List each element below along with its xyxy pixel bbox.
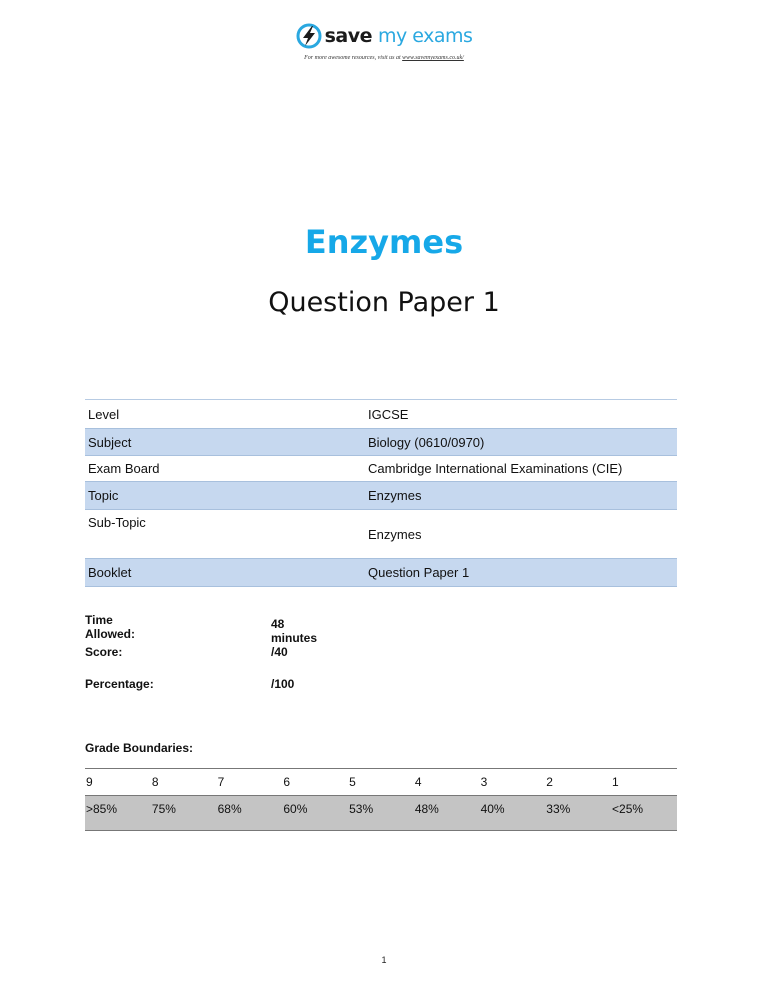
percent-cell: >85% [85, 796, 151, 831]
logo-word-myexams: my exams [377, 25, 473, 47]
time-allowed-label: Time Allowed: [85, 613, 135, 641]
lightning-bolt-circle-icon [296, 23, 322, 49]
document-subtitle: Question Paper 1 [268, 287, 500, 318]
level-label: Level [88, 406, 120, 422]
tagline-text: For more awesome resources, visit us at [304, 55, 403, 61]
subject-value: Biology (0610/0970) [365, 429, 677, 456]
website-link[interactable]: www.savemyexams.co.uk/ [402, 55, 464, 61]
time-allowed-value: 48 minutes [271, 617, 318, 645]
topic-value: Enzymes [365, 482, 677, 510]
grade-cell: 1 [611, 769, 677, 796]
exam-board-label: Exam Board [88, 461, 160, 476]
topic-label: Topic [85, 482, 365, 510]
percent-cell: 75% [151, 796, 217, 831]
percent-cell: 53% [348, 796, 414, 831]
tagline [0, 55, 768, 61]
grades-row [85, 769, 677, 796]
info-table [85, 399, 677, 587]
table-row-sub-topic [85, 510, 677, 559]
save-my-exams-logo [0, 22, 768, 61]
percentage-label: Percentage: [85, 677, 154, 691]
percent-cell: 33% [545, 796, 611, 831]
score-label: Score: [85, 645, 123, 659]
grade-boundaries-table [85, 768, 677, 831]
grade-cell: 4 [414, 769, 480, 796]
grade-cell: 8 [151, 769, 217, 796]
percents-row [85, 796, 677, 831]
table-row-booklet [85, 559, 677, 587]
sub-topic-label: Sub-Topic [88, 515, 146, 530]
score-value: /40 [271, 645, 288, 659]
table-row-topic [85, 482, 677, 510]
table-row-subject [85, 429, 677, 456]
percent-cell: 60% [282, 796, 348, 831]
percent-cell: 68% [217, 796, 283, 831]
grade-cell: 5 [348, 769, 414, 796]
table-row-level [85, 400, 677, 429]
grade-cell: 2 [545, 769, 611, 796]
grade-cell: 3 [480, 769, 546, 796]
exam-board-value: Cambridge International Examinations (CIE) [368, 461, 623, 476]
percent-cell: <25% [611, 796, 677, 831]
booklet-label: Booklet [85, 559, 365, 587]
percentage-value: /100 [271, 677, 295, 691]
booklet-value: Question Paper 1 [365, 559, 677, 587]
page-number: 1 [381, 955, 387, 965]
percent-cell: 48% [414, 796, 480, 831]
level-value: IGCSE [368, 406, 409, 422]
grade-cell: 6 [282, 769, 348, 796]
grade-boundaries-heading: Grade Boundaries: [85, 741, 194, 755]
subject-label: Subject [85, 429, 365, 456]
grade-cell: 9 [85, 769, 151, 796]
sub-topic-value: Enzymes [368, 526, 422, 542]
percent-cell: 40% [480, 796, 546, 831]
document-title: Enzymes [304, 223, 464, 261]
logo-word-save: save [324, 25, 372, 47]
grade-cell: 7 [217, 769, 283, 796]
table-row-exam-board [85, 456, 677, 482]
